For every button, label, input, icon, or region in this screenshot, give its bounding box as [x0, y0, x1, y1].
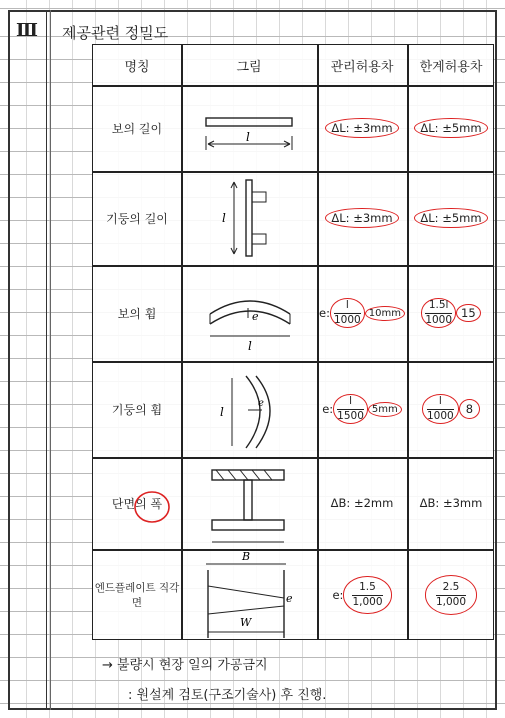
width-label-w: W — [240, 616, 252, 629]
margin-line-inner — [50, 10, 51, 710]
tolerance-extra: 10mm — [365, 306, 405, 321]
mgmt-tolerance — [317, 361, 407, 457]
deviation-label: e — [286, 592, 293, 605]
emphasis-circle — [132, 488, 174, 526]
beam-bend-sketch — [182, 270, 314, 360]
beam-shape — [206, 118, 292, 126]
tolerance-extra: 5mm — [368, 402, 402, 417]
fraction-denominator: 1500 — [337, 409, 364, 422]
fraction-numerator: l — [349, 395, 352, 408]
length-label: l — [220, 405, 224, 419]
row-name: 엔드플레이트 직각면 — [94, 582, 180, 609]
mgmt-tolerance — [317, 265, 407, 361]
tolerance-fraction — [436, 582, 466, 607]
row-name: 보의 길이 — [111, 121, 163, 136]
tolerance-value: ΔL: ±5mm — [414, 118, 487, 138]
row-name: 단면의 폭 — [111, 496, 163, 511]
tolerance-fraction-circle — [425, 575, 477, 614]
hatching — [216, 470, 272, 480]
limit-tolerance — [407, 361, 495, 457]
tolerance-extra: 15 — [456, 304, 481, 322]
tolerance-extra: 8 — [459, 399, 480, 419]
margin-line — [46, 10, 47, 710]
fraction-denominator: 1,000 — [352, 595, 383, 608]
mgmt-tolerance: ΔB: ±2mm — [330, 496, 394, 510]
mgmt-tolerance — [317, 171, 407, 265]
length-label: l — [248, 339, 252, 353]
tolerance-fraction — [425, 300, 452, 325]
note-line: : 원설계 검토(구조기술사) 후 진행. — [128, 688, 327, 703]
column-shape — [246, 180, 252, 256]
tolerance-fraction-circle — [421, 298, 456, 327]
fraction-numerator: l — [345, 299, 349, 312]
limit-tolerance — [407, 265, 495, 361]
diagonal — [208, 586, 284, 598]
tolerance-fraction-circle — [333, 394, 368, 423]
limit-tolerance — [407, 549, 495, 641]
tolerance-fraction — [337, 396, 364, 421]
width-label: B — [242, 550, 251, 563]
tolerance-fraction-circle — [330, 298, 365, 327]
limit-tolerance — [407, 85, 495, 171]
fraction-denominator: 1,000 — [435, 595, 467, 608]
fraction-numerator: 1.5l — [428, 299, 449, 312]
connection-plate — [252, 192, 266, 202]
curved-beam — [210, 301, 290, 314]
red-ellipse — [135, 492, 169, 522]
header-name: 명칭 — [124, 59, 150, 75]
tolerance-fraction — [427, 396, 454, 421]
section-width-sketch — [182, 460, 314, 550]
note-line: → 불량시 현장 일의 가공금지 — [102, 658, 268, 673]
limit-tolerance: ΔB: ±3mm — [419, 496, 483, 510]
page-title: 제공관련 정밀도 — [62, 24, 169, 42]
end-plate-sketch — [182, 550, 314, 642]
fraction-numerator: l — [438, 395, 442, 408]
tolerance-fraction — [352, 582, 382, 607]
header-figure: 그림 — [236, 59, 262, 75]
connection-plate — [252, 234, 266, 244]
fraction-numerator: 2.5 — [442, 581, 460, 594]
tolerance-value: ΔL: ±5mm — [414, 208, 487, 228]
tolerance-value: ΔL: ±3mm — [325, 118, 398, 138]
fraction-denominator: 1000 — [334, 313, 361, 326]
header-limit-tolerance: 한계허용차 — [419, 59, 483, 75]
column-bend-sketch — [182, 366, 314, 456]
diagonal — [208, 606, 284, 614]
fraction-numerator: 1.5 — [359, 581, 376, 594]
length-label: l — [222, 211, 226, 225]
row-name: 기둥의 길이 — [106, 211, 168, 226]
beam-length-sketch — [182, 92, 314, 162]
curved-column — [256, 376, 270, 448]
tolerance-fraction — [334, 300, 361, 325]
deflection-label: e — [252, 310, 259, 323]
section-number: Ⅲ — [16, 20, 38, 41]
fraction-denominator: 1000 — [425, 313, 453, 326]
fraction-denominator: 1000 — [426, 409, 454, 422]
row-name: 기둥의 휨 — [111, 402, 163, 417]
column-length-sketch — [182, 172, 314, 262]
header-management-tolerance: 관리허용차 — [330, 59, 394, 75]
tolerance-fraction-circle — [343, 576, 391, 613]
mgmt-tolerance — [317, 549, 407, 641]
web — [244, 480, 252, 520]
bottom-flange — [212, 520, 284, 530]
tolerance-fraction-circle — [422, 394, 459, 423]
tolerance-prefix: e: — [319, 306, 330, 320]
length-label: l — [246, 130, 250, 144]
tolerance-prefix: e: — [332, 588, 344, 602]
curved-column — [246, 376, 260, 448]
tolerance-prefix: e: — [322, 402, 334, 416]
curved-beam — [210, 311, 290, 324]
row-name: 보의 휨 — [117, 306, 157, 321]
deflection-label: e — [258, 398, 264, 409]
limit-tolerance — [407, 171, 495, 265]
mgmt-tolerance — [317, 85, 407, 171]
tolerance-value: ΔL: ±3mm — [325, 208, 398, 228]
